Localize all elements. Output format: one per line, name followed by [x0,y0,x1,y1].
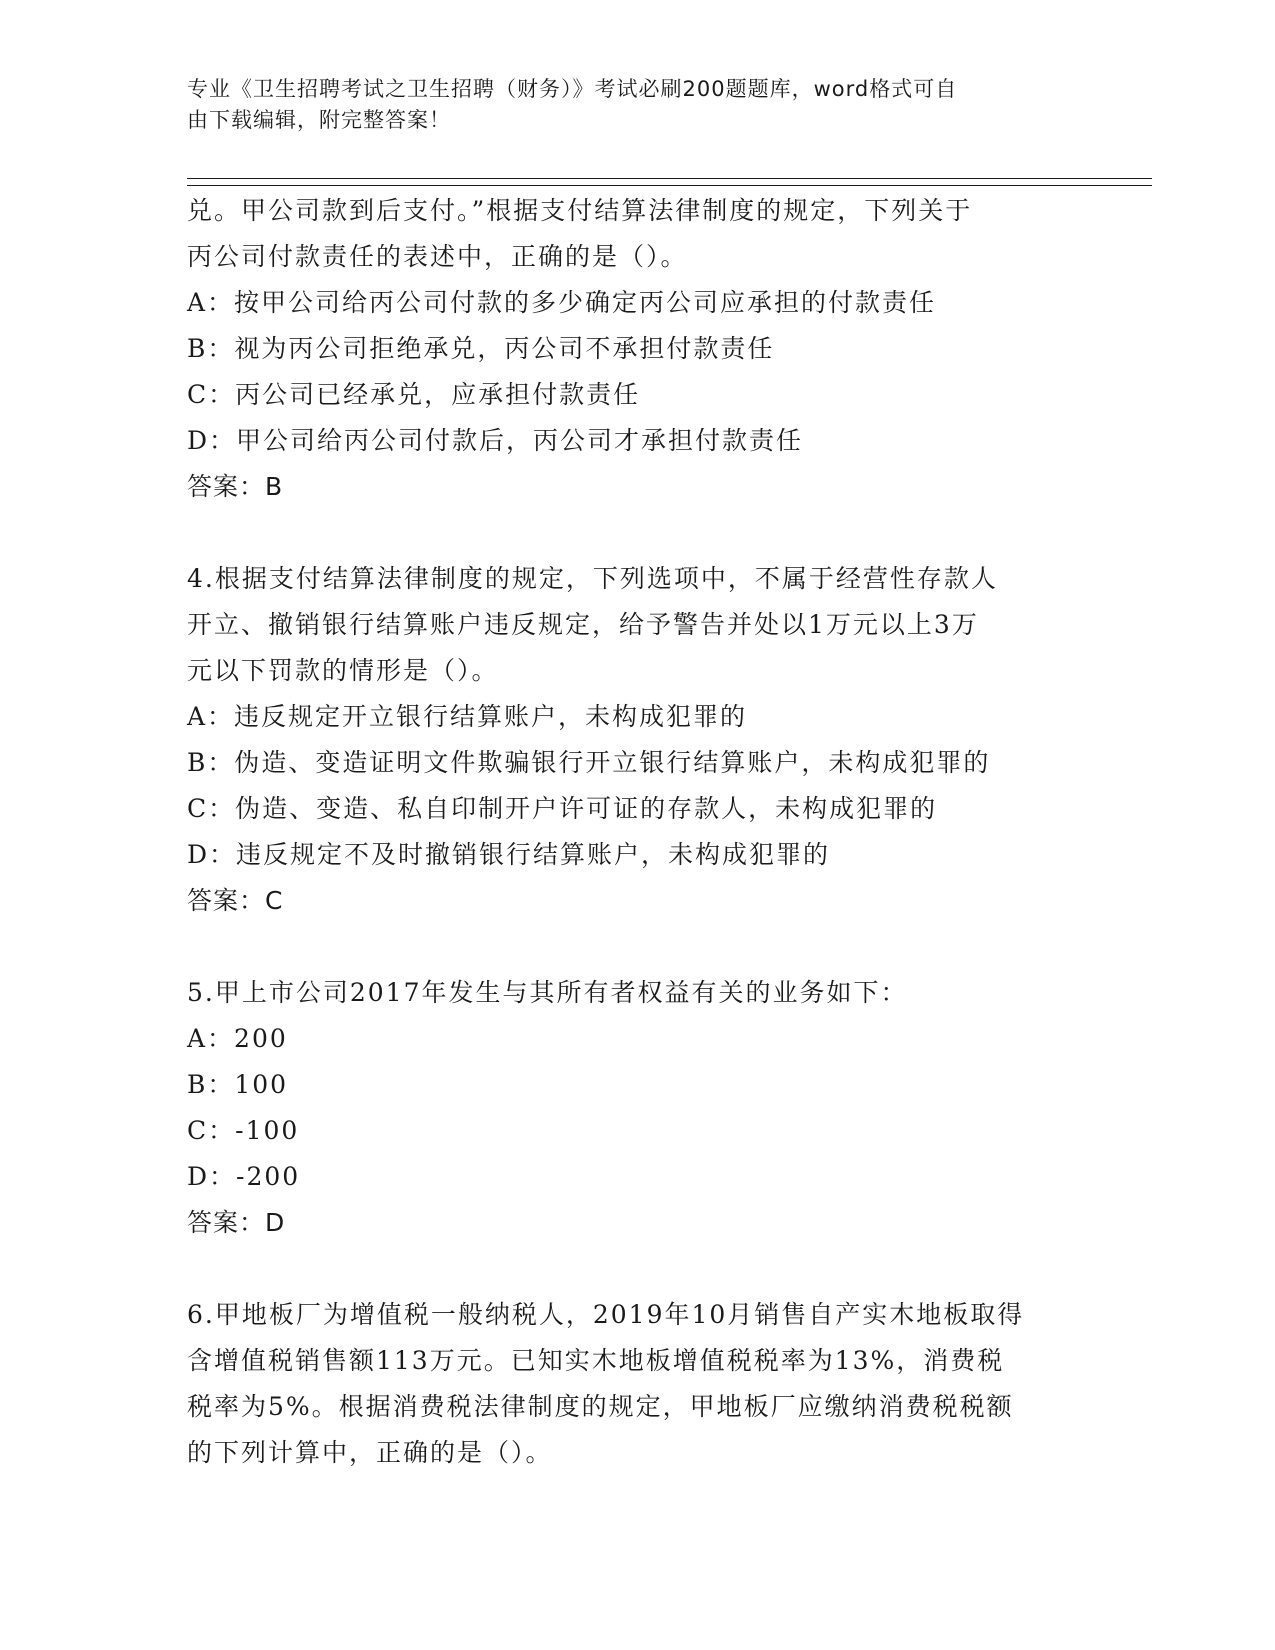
question-4-option-b: B：伪造、变造证明文件欺骗银行开立银行结算账户，未构成犯罪的 [187,748,991,777]
question-5-option-b: B：100 [187,1070,289,1099]
document-header [187,74,1067,136]
header-title-line-2: 由下载编辑，附完整答案！ [187,108,451,132]
question-3-answer: 答案：B [187,472,284,501]
question-6-text-line: 的下列计算中，正确的是（）。 [187,1438,553,1467]
question-4-text-line: 元以下罚款的情形是（）。 [187,656,499,685]
question-5-answer: 答案：D [187,1208,286,1237]
question-6-text-line: 税率为5%。根据消费税法律制度的规定，甲地板厂应缴纳消费税税额 [187,1392,1014,1421]
question-4-option-a: A：违反规定开立银行结算账户，未构成犯罪的 [187,702,748,731]
document-body [187,188,1087,1476]
question-3-text-line: 丙公司付款责任的表述中，正确的是（）。 [187,242,688,271]
question-6 [187,1292,1087,1476]
question-4-option-d: D：违反规定不及时撤销银行结算账户，未构成犯罪的 [187,840,831,869]
question-4-answer: 答案：C [187,886,284,915]
spacer [187,1246,1087,1292]
question-6-text-line: 含增值税销售额113万元。已知实木地板增值税税率为13%，消费税 [187,1346,1005,1375]
question-5-text-line: 5.甲上市公司2017年发生与其所有者权益有关的业务如下： [187,978,908,1007]
header-rule-bottom [187,185,1152,186]
spacer [187,510,1087,556]
question-4-option-c: C：伪造、变造、私自印制开户许可证的存款人，未构成犯罪的 [187,794,938,823]
header-rule-top [187,178,1152,179]
question-5-option-d: D：-200 [187,1162,301,1191]
question-3 [187,188,1087,510]
header-title-line-1: 专业《卫生招聘考试之卫生招聘（财务）》考试必刷200题题库，word格式可自 [187,77,958,101]
question-3-option-d: D：甲公司给丙公司付款后，丙公司才承担付款责任 [187,426,804,455]
question-6-text-line: 6.甲地板厂为增值税一般纳税人，2019年10月销售自产实木地板取得 [187,1300,1025,1329]
question-5-option-a: A：200 [187,1024,288,1053]
question-5 [187,970,1087,1246]
question-3-option-a: A：按甲公司给丙公司付款的多少确定丙公司应承担的付款责任 [187,288,937,317]
question-3-option-c: C：丙公司已经承兑，应承担付款责任 [187,380,641,409]
question-5-option-c: C：-100 [187,1116,300,1145]
question-4 [187,556,1087,924]
spacer [187,924,1087,970]
question-3-option-b: B：视为丙公司拒绝承兑，丙公司不承担付款责任 [187,334,775,363]
question-3-text-line: 兑。甲公司款到后支付。”根据支付结算法律制度的规定，下列关于 [187,196,973,225]
question-4-text-line: 开立、撤销银行结算账户违反规定，给予警告并处以1万元以上3万 [187,610,979,639]
question-4-text-line: 4.根据支付结算法律制度的规定，下列选项中，不属于经营性存款人 [187,564,998,593]
